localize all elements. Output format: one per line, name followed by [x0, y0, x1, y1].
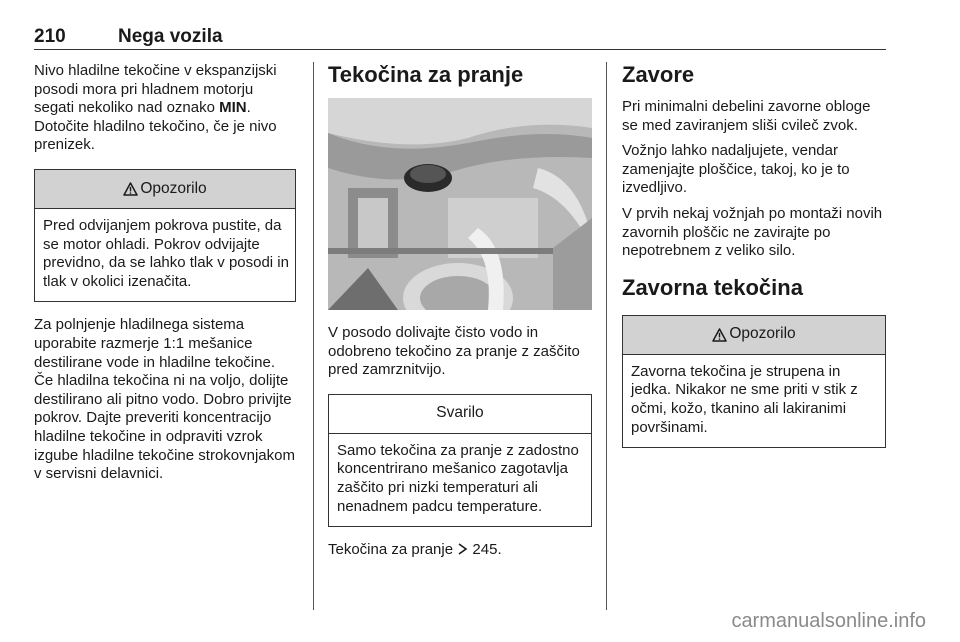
- brakes-paragraph-2: Vožnjo lahko nadaljujete, vendar zamenjajte ploščice, takoj, ko je to izvedljivo.: [622, 142, 850, 197]
- warning-box-coolant: [34, 169, 296, 302]
- warning-triangle-icon: [123, 182, 138, 196]
- footer-watermark: carmanualsonline.info: [731, 610, 926, 632]
- notice-text: Samo tekočina za pranje z zadostno koncentrirano mešanico zagotavlja zaščito pri nizki temperaturi ali nenadnem padcu temperature.: [337, 441, 579, 515]
- column-middle: [328, 62, 592, 567]
- coolant-filling-paragraph: Za polnjenje hladilnega sistema uporabite razmerje 1:1 mešanice destilirane vode in hladilne tekočine. Če hladilna tekočina ni na voljo, dolijte destilirano ali pitno vodo. Dobro privijte pokrov. Dajte preveriti koncentracijo hladilne tekočine in odpraviti vzrok izgube hladilne tekočine strokovnjakom v servisni delavnici.: [34, 316, 295, 483]
- notice-box-washer: [328, 394, 592, 527]
- washer-fluid-paragraph: V posodo dolivajte čisto vodo in odobreno tekočino za pranje z zaščito pred zamrznitvijo.: [328, 324, 580, 379]
- washer-fluid-reference[interactable]: Tekočina za pranje 245.: [328, 541, 502, 559]
- column-divider: [606, 62, 607, 610]
- section-title: Nega vozila: [118, 26, 223, 47]
- reference-page: 245.: [472, 541, 502, 559]
- warning-box-brake-fluid: [622, 315, 886, 448]
- warning-box-header: [35, 170, 295, 209]
- warning-box-header: [623, 316, 885, 355]
- washer-fluid-reservoir-photo: [328, 98, 592, 310]
- brake-fluid-heading: Zavorna tekočina: [622, 274, 803, 300]
- header-rule: [34, 49, 886, 50]
- warning-text: Zavorna tekočina je strupena in jedka. Nikakor ne sme priti v stik z očmi, kožo, tkanino ali lakiranimi površinami.: [631, 362, 858, 436]
- warning-title: Opozorilo: [140, 179, 207, 197]
- brakes-paragraph-1: Pri minimalni debelini zavorne obloge se med zaviranjem sliši cvileč zvok.: [622, 98, 871, 134]
- min-mark-label: MIN: [219, 99, 247, 117]
- notice-title: Svarilo: [436, 404, 484, 422]
- notice-box-header: [329, 395, 591, 434]
- warning-triangle-icon: [712, 328, 727, 342]
- warning-title: Opozorilo: [729, 325, 796, 343]
- page-number: 210: [34, 26, 66, 47]
- column-left: [34, 62, 296, 491]
- brakes-paragraph-3: V prvih nekaj vožnjah po montaži novih zavornih ploščic ne zavirajte po nepotrebnem z veliko silo.: [622, 204, 883, 260]
- page-header: [34, 22, 886, 52]
- reference-arrow-icon: [457, 543, 468, 555]
- column-divider: [313, 62, 314, 610]
- washer-fluid-heading: Tekočina za pranje: [328, 62, 524, 87]
- brakes-heading: Zavore: [622, 62, 695, 87]
- warning-text: Pred odvijanjem pokrova pustite, da se motor ohladi. Pokrov odvijajte previdno, da se lahko tlak v posodi in tlak v okolici izenačita.: [43, 216, 289, 290]
- coolant-level-paragraph: Nivo hladilne tekočine v ekspanzijski posodi mora pri hladnem motorju segati nekoliko nad oznako MIN. Dotočite hladilno tekočino, če je nivo prenizek.: [34, 62, 277, 154]
- column-right: [622, 62, 886, 462]
